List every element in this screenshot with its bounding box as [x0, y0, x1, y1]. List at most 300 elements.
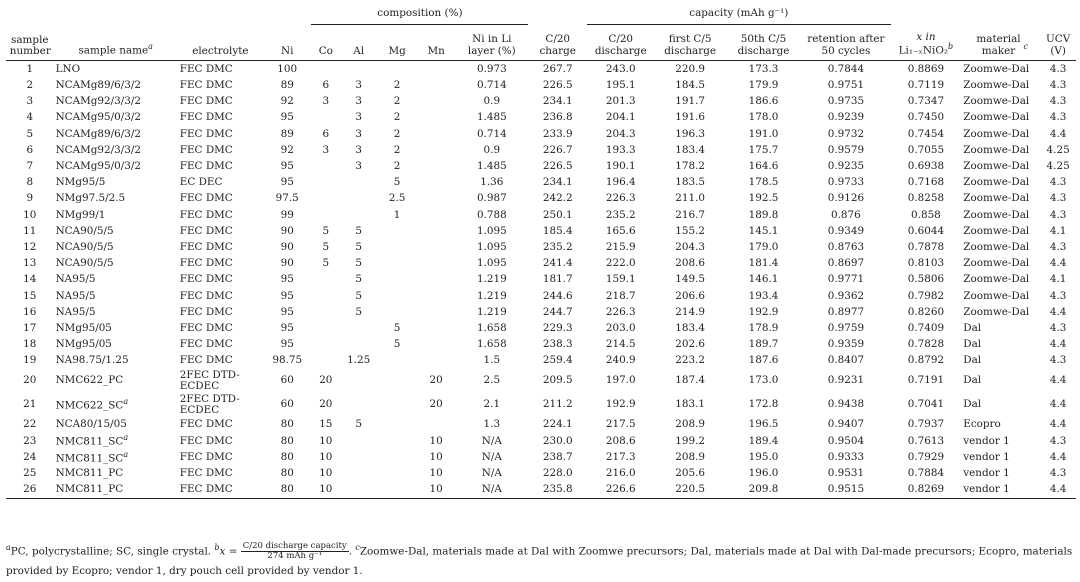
cell-retention: 0.9362 — [827, 289, 865, 302]
cell-ni-in-li: 1.095 — [476, 240, 507, 253]
cell-sample-number: 15 — [23, 289, 37, 302]
cell-sample-number: 26 — [6, 481, 54, 498]
cell-x: 0.8103 — [907, 257, 945, 270]
cell-sample-number: 20 — [23, 374, 37, 387]
cell-maker: Zoomwe-Dal — [963, 289, 1030, 302]
sample-name-text: NA95/5 — [55, 289, 96, 302]
cell-sample-number: 19 — [23, 354, 37, 367]
cell-ni-in-li: N/A — [481, 450, 502, 463]
cell-retention: 0.8763 — [827, 240, 865, 253]
cell-retention: 0.9126 — [827, 192, 865, 205]
cell-co: 3 — [322, 143, 330, 156]
cell-c5-50th: 164.6 — [748, 160, 779, 173]
cell-ni-in-li: 1.658 — [476, 338, 507, 351]
col-sample-name — [54, 25, 178, 61]
cell-c20-charge: 234.1 — [542, 176, 573, 189]
cell-ucv: 4.3 — [1049, 79, 1067, 92]
cell-maker: Zoomwe-Dal — [963, 273, 1030, 286]
table-row — [6, 77, 1076, 93]
cell-al — [340, 174, 377, 190]
electrolyte-text: 2FEC DTD- ECDEC — [179, 392, 240, 416]
cell-ni: 90 — [280, 224, 294, 237]
cell-x: 0.8269 — [891, 481, 962, 498]
cell-ni-in-li: 0.987 — [476, 192, 507, 205]
footnotes — [6, 540, 1076, 582]
cell-ni: 95 — [280, 305, 294, 318]
sample-name-text: NMC811_PC — [55, 467, 124, 480]
cell-ucv: 4.25 — [1046, 143, 1070, 156]
table-row — [6, 126, 1076, 142]
table-body — [6, 61, 1076, 499]
table-row — [6, 223, 1076, 239]
cell-x: 0.7878 — [907, 240, 945, 253]
cell-ni: 80 — [263, 481, 311, 498]
sample-name-text: NCA80/15/05 — [55, 418, 127, 431]
cell-maker: Dal — [963, 354, 982, 367]
cell-co: 10 — [311, 481, 340, 498]
cell-ucv: 4.3 — [1049, 208, 1067, 221]
cell-mg — [377, 465, 417, 481]
cell-electrolyte: FEC DMC — [179, 160, 233, 173]
sample-name-text: NMC811_SC — [55, 435, 124, 448]
footnote-b-end: . — [348, 545, 353, 558]
cell-x: 0.8258 — [907, 192, 945, 205]
cell-ni: 97.5 — [275, 192, 299, 205]
cell-co: 10 — [319, 450, 333, 463]
cell-c20-charge: 228.0 — [542, 467, 573, 480]
cell-retention: 0.9235 — [827, 160, 865, 173]
cell-maker: vendor 1 — [961, 481, 1040, 498]
cell-ni: 92 — [280, 95, 294, 108]
cell-mn — [417, 255, 455, 271]
sample-name-text: NCA90/5/5 — [55, 224, 114, 237]
cell-al — [340, 191, 377, 207]
cell-sample-number: 2 — [26, 79, 34, 92]
cell-al: 3 — [355, 143, 362, 156]
cell-electrolyte: FEC DMC — [179, 257, 233, 270]
footnote-b-denominator: 274 mAh g⁻¹ — [267, 550, 323, 561]
cell-mg — [377, 223, 417, 239]
cell-maker: Zoomwe-Dal — [963, 240, 1030, 253]
sample-name-text: NCAMg95/0/3/2 — [55, 160, 141, 173]
cell-first-c5: 191.6 — [675, 111, 705, 124]
cell-mg — [377, 271, 417, 287]
table-row — [6, 369, 1076, 393]
cell-x: 0.6044 — [907, 224, 945, 237]
cell-c5-50th: 178.9 — [748, 321, 779, 334]
col-x-formula: Li₁₋ₓNiO₂ — [898, 44, 949, 57]
cell-ucv: 4.4 — [1049, 127, 1067, 140]
col-x — [891, 25, 962, 61]
cell-sample-number: 6 — [26, 143, 34, 156]
cell-sample-number: 24 — [23, 450, 37, 463]
cell-c5-50th: 178.0 — [748, 111, 779, 124]
cell-co: 6 — [322, 127, 330, 140]
cell-c20-discharge: 203.0 — [605, 321, 636, 334]
cell-sample-name — [54, 158, 178, 174]
cell-x: 0.7347 — [907, 95, 945, 108]
cell-c20-charge: 244.6 — [542, 289, 573, 302]
cell-maker: vendor 1 — [963, 467, 1010, 480]
cell-retention: 0.8697 — [827, 257, 865, 270]
cell-ni-in-li: 1.219 — [476, 273, 507, 286]
cell-co: 20 — [319, 374, 333, 387]
cell-al: 3 — [355, 111, 362, 124]
cell-c20-discharge: 226.3 — [605, 305, 636, 318]
cell-sample-number: 22 — [23, 418, 37, 431]
cell-mn: 20 — [429, 374, 443, 387]
cell-sample-name — [54, 207, 178, 223]
cell-c20-discharge: 214.5 — [605, 338, 636, 351]
col-c20-discharge-label: C/20 discharge — [594, 33, 647, 57]
cell-maker: Zoomwe-Dal — [963, 79, 1030, 92]
sample-name-text: LNO — [55, 62, 81, 75]
cell-x: 0.7409 — [907, 321, 945, 334]
cell-sample-name — [54, 288, 178, 304]
cell-c20-charge: 242.2 — [542, 192, 573, 205]
electrolyte-text: 2FEC DTD- ECDEC — [179, 368, 240, 392]
cell-co — [311, 110, 340, 126]
cell-c20-discharge: 204.1 — [605, 111, 636, 124]
col-c5-50th — [726, 25, 801, 61]
col-sample-number-label: sample number — [9, 33, 51, 57]
cell-electrolyte: FEC DMC — [179, 434, 233, 447]
col-sample-name-sup: a — [148, 42, 153, 52]
cell-al: 3 — [355, 160, 362, 173]
cell-first-c5: 202.6 — [675, 338, 705, 351]
cell-ni: 99 — [280, 208, 294, 221]
cell-mn: 20 — [429, 398, 443, 411]
cell-al — [340, 481, 377, 498]
cell-x: 0.7884 — [907, 467, 945, 480]
cell-sample-name — [54, 110, 178, 126]
cell-retention: 0.9732 — [827, 127, 865, 140]
cell-c20-charge: 235.2 — [542, 240, 573, 253]
sample-name-text: NMg95/05 — [55, 321, 112, 334]
cell-maker: Zoomwe-Dal — [963, 160, 1030, 173]
cell-mn — [417, 77, 455, 93]
cell-first-c5: 183.5 — [675, 176, 705, 189]
cell-ni-in-li: 2.1 — [483, 398, 501, 411]
cell-ni: 60 — [280, 374, 294, 387]
cell-sample-number: 4 — [26, 111, 34, 124]
cell-ucv: 4.3 — [1049, 289, 1067, 302]
cell-c20-charge: 224.1 — [542, 418, 573, 431]
table-row — [6, 255, 1076, 271]
cell-first-c5: 199.2 — [675, 434, 705, 447]
cell-maker: Zoomwe-Dal — [963, 111, 1030, 124]
sample-name-text: NMg99/1 — [55, 208, 106, 221]
cell-c5-50th: 192.9 — [748, 305, 779, 318]
data-table — [6, 2, 1076, 499]
cell-al: 5 — [355, 305, 362, 318]
cell-c20-discharge: 215.9 — [605, 240, 636, 253]
cell-x: 0.8260 — [907, 305, 945, 318]
cell-c5-50th: 187.6 — [748, 354, 779, 367]
cell-sample-name — [54, 271, 178, 287]
sample-name-text: NMC622_PC — [55, 374, 124, 387]
cell-electrolyte: FEC DMC — [179, 240, 233, 253]
cell-sample-name — [54, 223, 178, 239]
cell-electrolyte: FEC DMC — [179, 62, 233, 75]
cell-electrolyte: FEC DMC — [179, 224, 233, 237]
cell-retention: 0.9579 — [827, 143, 865, 156]
cell-mn — [417, 352, 455, 368]
sample-name-text: NCAMg92/3/3/2 — [55, 95, 141, 108]
cell-ucv: 4.3 — [1049, 354, 1067, 367]
cell-first-c5: 211.0 — [675, 192, 705, 205]
cell-sample-number: 12 — [23, 240, 37, 253]
cell-mg — [377, 239, 417, 255]
cell-mg — [377, 433, 417, 449]
cell-retention: 0.9407 — [827, 418, 865, 431]
footnote-b-numerator: C/20 discharge capacity — [242, 540, 347, 551]
cell-co: 3 — [322, 95, 330, 108]
cell-ni: 80 — [280, 434, 294, 447]
cell-co — [311, 336, 340, 352]
cell-electrolyte: FEC DMC — [179, 467, 233, 480]
col-retention — [801, 25, 890, 61]
cell-sample-name — [54, 449, 178, 465]
cell-maker: Zoomwe-Dal — [963, 192, 1030, 205]
cell-x: 0.7828 — [907, 338, 945, 351]
cell-mn — [417, 223, 455, 239]
cell-co: 5 — [322, 240, 330, 253]
col-c5-50th-label: 50th C/5 discharge — [737, 33, 790, 57]
cell-mg — [377, 255, 417, 271]
cell-electrolyte: FEC DMC — [179, 143, 233, 156]
table-row — [6, 158, 1076, 174]
cell-ucv: 4.3 — [1049, 111, 1067, 124]
cell-retention: 0.8407 — [827, 354, 865, 367]
cell-ucv: 4.1 — [1049, 273, 1067, 286]
cell-ucv: 4.4 — [1049, 305, 1067, 318]
cell-mn — [417, 93, 455, 109]
cell-ucv: 4.4 — [1049, 418, 1067, 431]
cell-sample-number: 21 — [23, 398, 37, 411]
cell-ni: 80 — [280, 467, 294, 480]
cell-ni: 98.75 — [272, 354, 303, 367]
cell-electrolyte: FEC DMC — [179, 289, 233, 302]
cell-first-c5: 196.3 — [675, 127, 705, 140]
col-electrolyte: electrolyte — [192, 44, 249, 57]
cell-maker: Dal — [963, 374, 982, 387]
cell-c20-charge: 181.7 — [542, 273, 573, 286]
cell-co — [311, 304, 340, 320]
cell-ucv: 4.4 — [1049, 338, 1067, 351]
cell-first-c5: 206.6 — [675, 289, 705, 302]
cell-c20-discharge: 193.3 — [605, 143, 636, 156]
cell-electrolyte: FEC DMC — [179, 450, 233, 463]
cell-ni-in-li: 0.9 — [483, 95, 501, 108]
col-sample-name-label: sample name — [78, 44, 149, 57]
cell-c20-discharge: 204.3 — [605, 127, 636, 140]
cell-x: 0.8792 — [907, 354, 945, 367]
cell-c20-charge: 209.5 — [542, 374, 573, 387]
cell-sample-name — [54, 191, 178, 207]
cell-electrolyte: FEC DMC — [179, 111, 233, 124]
cell-mn — [417, 417, 455, 433]
cell-x: 0.7613 — [907, 434, 945, 447]
cell-c5-50th: 189.8 — [748, 208, 779, 221]
cell-c20-discharge: 222.0 — [605, 257, 636, 270]
cell-first-c5: 214.9 — [675, 305, 705, 318]
col-co: Co — [318, 44, 333, 57]
cell-mg: 2 — [393, 127, 401, 140]
cell-ni-in-li: 1.658 — [476, 321, 507, 334]
table-row — [6, 465, 1076, 481]
cell-ni-in-li: N/A — [481, 434, 502, 447]
cell-c20-discharge: 192.9 — [605, 398, 636, 411]
cell-ni: 80 — [280, 450, 294, 463]
cell-maker: Zoomwe-Dal — [963, 224, 1030, 237]
cell-co — [311, 352, 340, 368]
cell-maker: Dal — [963, 338, 982, 351]
cell-al — [340, 449, 377, 465]
cell-al — [340, 465, 377, 481]
cell-c5-50th: 196.5 — [748, 418, 779, 431]
cell-c5-50th: 179.0 — [748, 240, 779, 253]
cell-ucv: 4.1 — [1049, 224, 1067, 237]
cell-retention: 0.9349 — [827, 224, 865, 237]
footnote-line-1 — [6, 540, 1076, 582]
cell-sample-name — [54, 433, 178, 449]
cell-sample-name — [54, 126, 178, 142]
cell-c20-charge: 235.8 — [528, 481, 587, 498]
cell-co — [311, 158, 340, 174]
cell-c20-charge: 233.9 — [542, 127, 573, 140]
col-c20-discharge — [587, 25, 654, 61]
cell-sample-name — [54, 320, 178, 336]
cell-sample-name — [54, 352, 178, 368]
footnote-a-mark: a — [6, 543, 11, 552]
cell-c20-discharge: 226.6 — [587, 481, 654, 498]
cell-first-c5: 220.9 — [675, 62, 705, 75]
table-row — [6, 352, 1076, 368]
table-row — [6, 449, 1076, 465]
cell-c20-discharge: 197.0 — [605, 374, 636, 387]
cell-sample-number: 5 — [26, 127, 34, 140]
cell-al: 5 — [355, 240, 362, 253]
footnote-b-fraction — [241, 542, 349, 562]
cell-electrolyte: FEC DMC — [178, 481, 263, 498]
cell-mn: 10 — [429, 467, 443, 480]
cell-c20-charge: 234.1 — [542, 95, 573, 108]
cell-sample-name — [54, 255, 178, 271]
cell-ni: 95 — [280, 289, 294, 302]
cell-al: 5 — [355, 273, 362, 286]
cell-al: 3 — [355, 95, 362, 108]
cell-mg: 2 — [393, 111, 401, 124]
cell-c5-50th: 193.4 — [748, 289, 779, 302]
table-row — [6, 174, 1076, 190]
cell-c5-50th: 181.4 — [748, 257, 779, 270]
col-al: Al — [353, 44, 365, 57]
col-maker-sup: c — [1023, 42, 1028, 52]
cell-retention: 0.9771 — [827, 273, 865, 286]
cell-ucv: 4.4 — [1049, 257, 1067, 270]
cell-ni: 95 — [280, 338, 294, 351]
cell-co: 15 — [319, 418, 333, 431]
sample-name-text: NMC811_SC — [55, 452, 124, 465]
cell-sample-name — [54, 393, 178, 417]
cell-x: 0.7041 — [907, 398, 945, 411]
footnote-b-mark: b — [214, 543, 220, 552]
cell-first-c5: 178.2 — [675, 160, 705, 173]
composition-group-header: composition (%) — [311, 2, 528, 25]
cell-sample-name — [54, 93, 178, 109]
cell-sample-number: 23 — [23, 434, 37, 447]
cell-x: 0.7929 — [907, 450, 945, 463]
table-row — [6, 142, 1076, 158]
cell-ni: 92 — [280, 143, 294, 156]
cell-al: 5 — [355, 289, 362, 302]
cell-mg — [377, 288, 417, 304]
cell-first-c5: 208.6 — [675, 257, 705, 270]
cell-first-c5: 208.9 — [675, 450, 705, 463]
cell-sample-name — [54, 239, 178, 255]
cell-x: 0.6938 — [907, 160, 945, 173]
footnote-b-lhs: x = — [219, 545, 238, 558]
cell-first-c5: 183.1 — [675, 398, 705, 411]
cell-electrolyte: FEC DMC — [179, 273, 233, 286]
sample-name-text: NCA90/5/5 — [55, 240, 114, 253]
sample-name-text: NA95/5 — [55, 273, 96, 286]
table-row — [6, 191, 1076, 207]
cell-c20-discharge: 201.3 — [605, 95, 636, 108]
cell-sample-name — [54, 304, 178, 320]
cell-sample-number: 17 — [23, 321, 37, 334]
cell-ni-in-li: 1.095 — [476, 224, 507, 237]
sample-name-text: NCAMg92/3/3/2 — [55, 143, 141, 156]
sample-name-text: NMg95/05 — [55, 338, 112, 351]
cell-c20-charge: 230.0 — [542, 434, 573, 447]
cell-mn — [417, 61, 455, 78]
cell-electrolyte — [178, 393, 263, 417]
cell-ni: 89 — [280, 79, 294, 92]
cell-al — [340, 433, 377, 449]
table-row — [6, 304, 1076, 320]
cell-ni: 95 — [280, 160, 294, 173]
cell-retention: 0.876 — [831, 208, 861, 221]
cell-ni-in-li: 1.485 — [476, 111, 507, 124]
cell-co: 6 — [322, 79, 330, 92]
cell-first-c5: 223.2 — [675, 354, 705, 367]
cell-sample-number: 14 — [23, 273, 37, 286]
cell-x: 0.7055 — [907, 143, 945, 156]
cell-c5-50th: 196.0 — [748, 467, 779, 480]
cell-maker: Zoomwe-Dal — [963, 127, 1030, 140]
cell-ucv: 4.3 — [1049, 62, 1067, 75]
cell-al: 5 — [355, 257, 362, 270]
cell-c5-50th: 146.1 — [748, 273, 779, 286]
table-row — [6, 336, 1076, 352]
capacity-group-header: capacity (mAh g⁻¹) — [587, 2, 891, 25]
cell-c20-charge: 226.5 — [542, 79, 573, 92]
cell-sample-number: 13 — [23, 257, 37, 270]
cell-c20-discharge: 208.6 — [605, 434, 636, 447]
cell-electrolyte: FEC DMC — [179, 208, 233, 221]
cell-c5-50th: 191.0 — [748, 127, 779, 140]
col-c20-charge — [528, 25, 587, 61]
cell-mg — [377, 61, 417, 78]
cell-c20-charge: 229.3 — [542, 321, 573, 334]
cell-mn — [417, 191, 455, 207]
cell-c5-50th: 178.5 — [748, 176, 779, 189]
cell-mn — [417, 336, 455, 352]
cell-first-c5: 149.5 — [675, 273, 705, 286]
cell-electrolyte: FEC DMC — [179, 192, 233, 205]
